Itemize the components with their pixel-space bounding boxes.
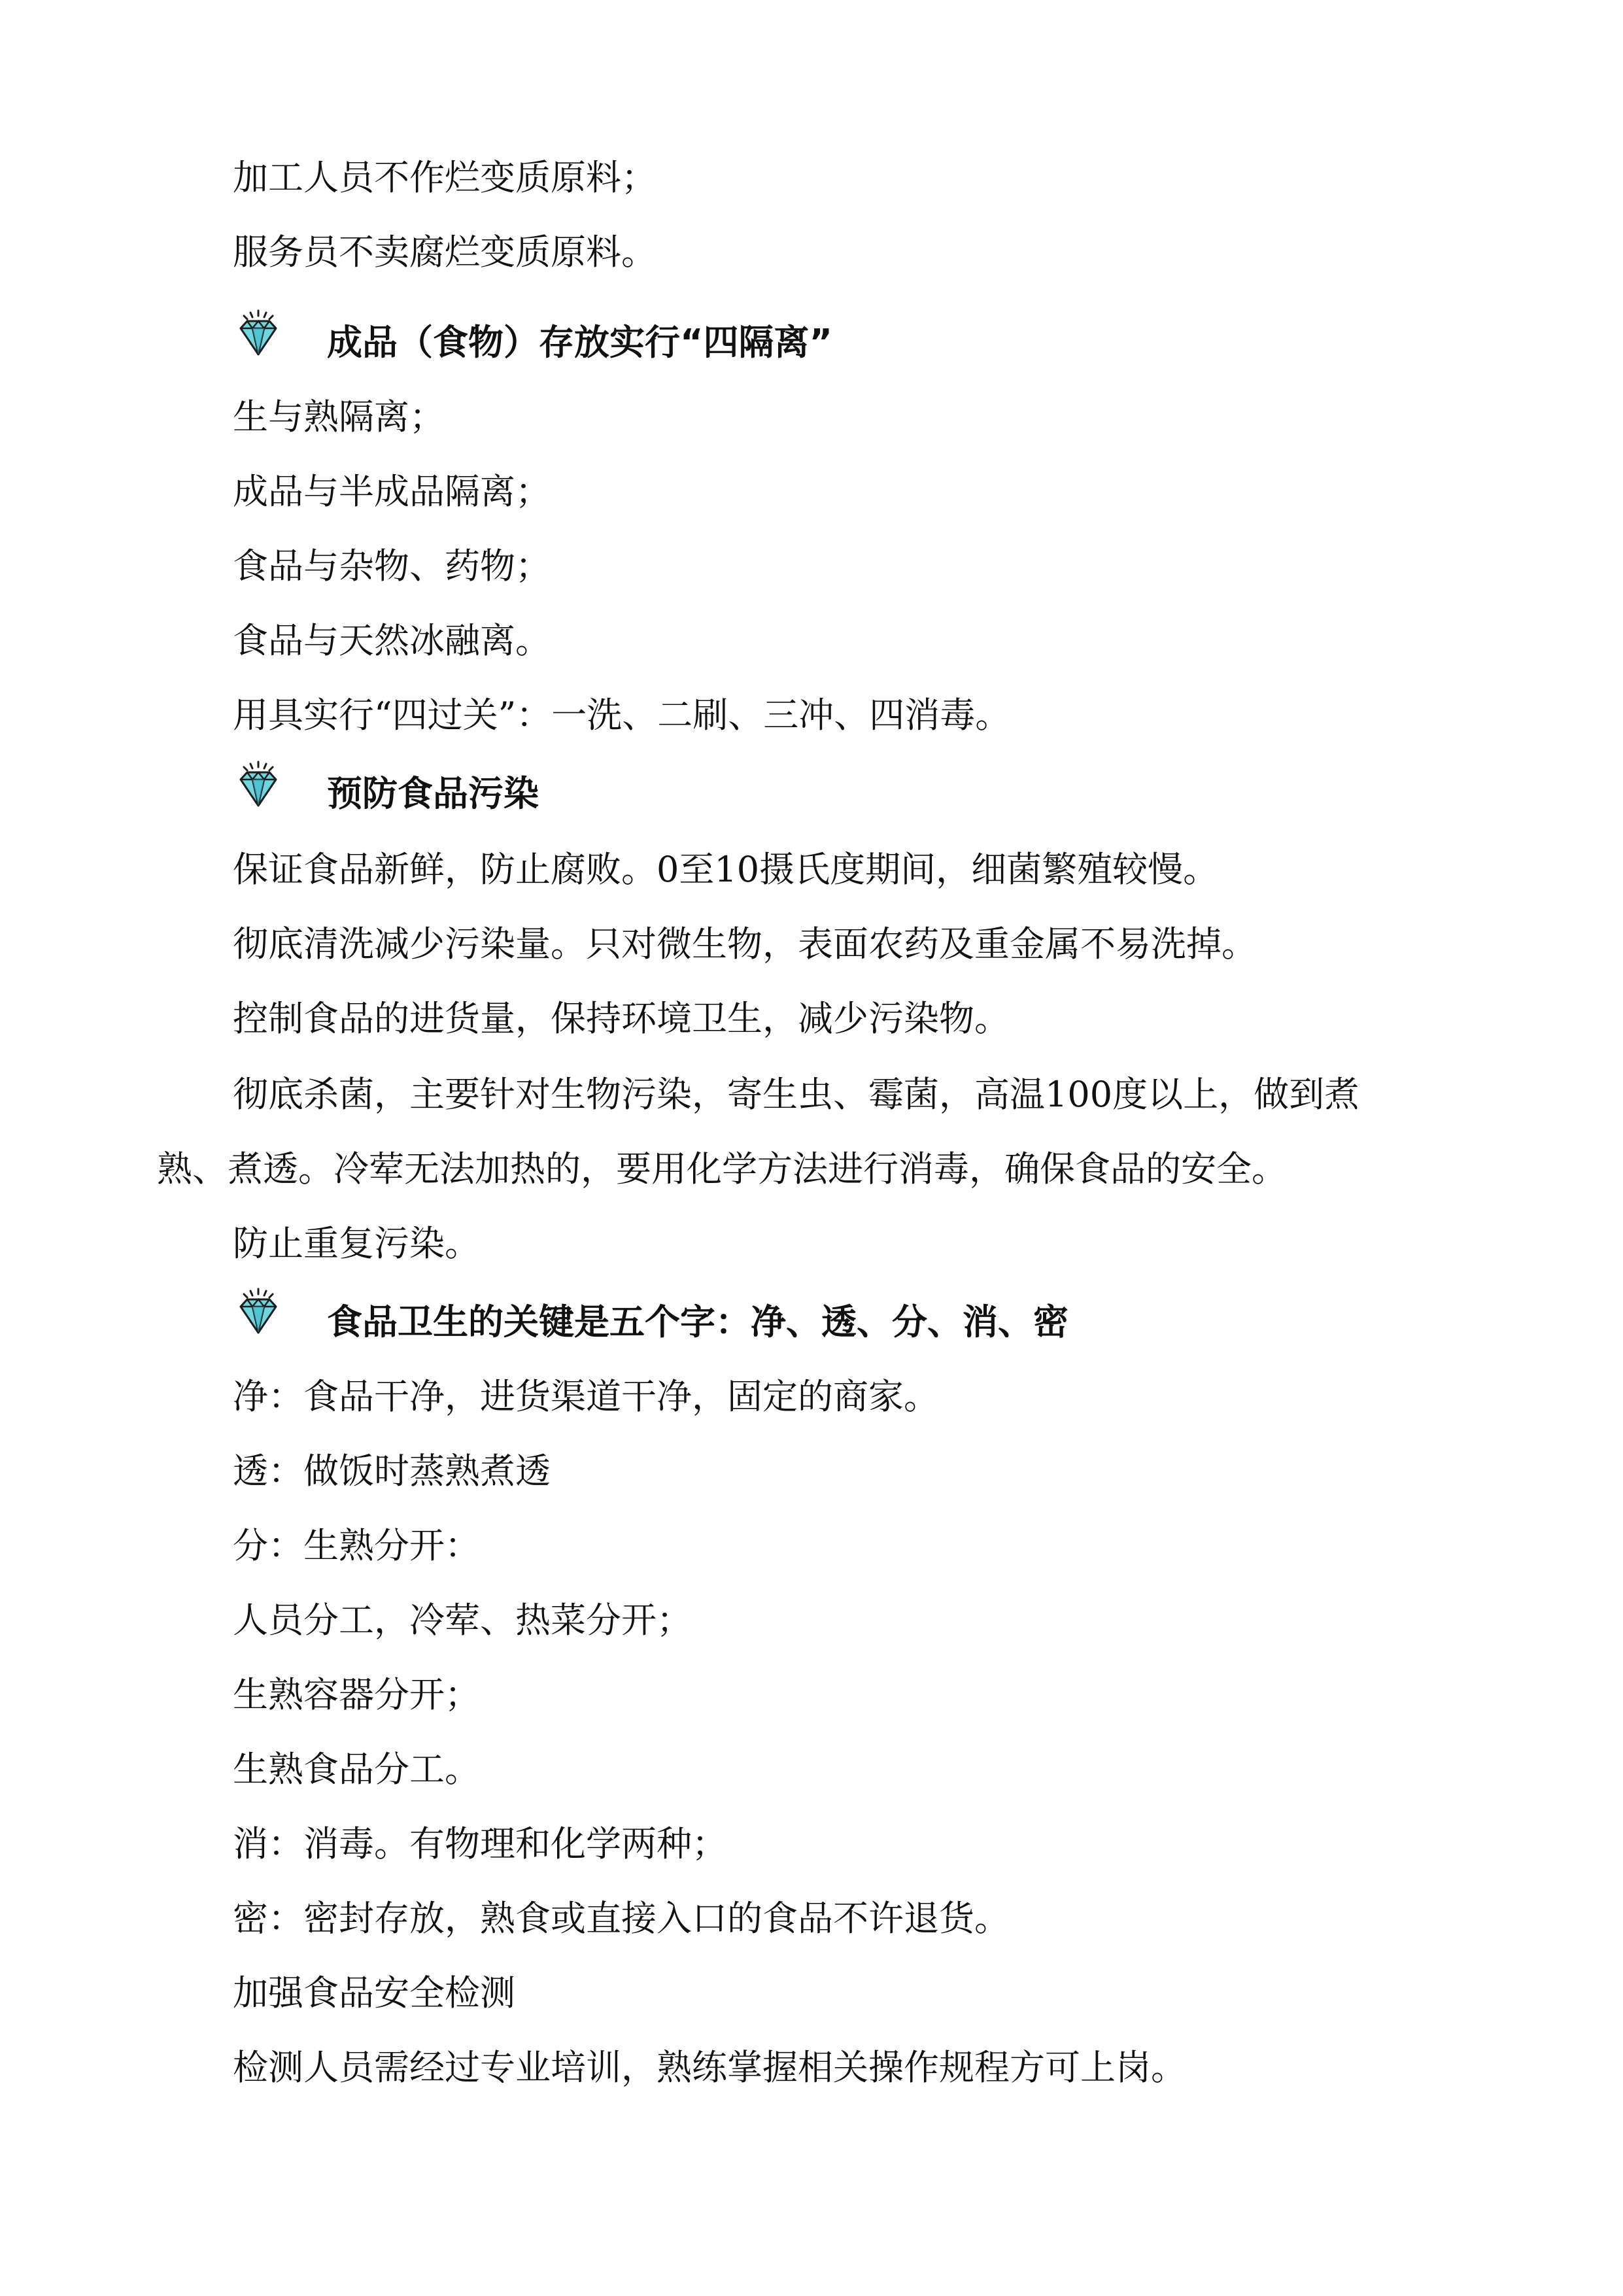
text-line: 用具实行“四过关”：一洗、二刷、三冲、四消毒。: [233, 694, 1011, 736]
text-line: 成品与半成品隔离；: [233, 471, 551, 512]
text-line: 彻底清洗减少污染量。只对微生物，表面农药及重金属不易洗掉。: [233, 923, 1257, 965]
text-line: 消：消毒。有物理和化学两种；: [233, 1823, 727, 1864]
text-line: 生熟容器分开；: [233, 1674, 480, 1715]
diamond-bullet-icon: [233, 760, 284, 808]
text-line: 控制食品的进货量，保持环境卫生，减少污染物。: [233, 998, 1010, 1039]
text-line: 密：密封存放，熟食或直接入口的食品不许退货。: [233, 1898, 1010, 1939]
text-line: 生熟食品分工。: [233, 1749, 480, 1790]
text-line: 检测人员需经过专业培训，熟练掌握相关操作规程方可上岗。: [233, 2047, 1186, 2088]
text-line: 加强食品安全检测: [233, 1972, 515, 2013]
section-heading: 预防食品污染: [327, 773, 539, 814]
section-heading: 食品卫生的关键是五个字：净、透、分、消、密: [327, 1301, 1068, 1343]
text-line: 分：生熟分开：: [233, 1525, 480, 1566]
diamond-bullet-icon: [233, 309, 284, 357]
text-line: 防止重复污染。: [233, 1223, 480, 1264]
text-line: 食品与杂物、药物；: [233, 545, 551, 587]
text-line: 人员分工，冷荤、热菜分开；: [233, 1600, 692, 1641]
text-line: 加工人员不作烂变质原料；: [233, 157, 657, 198]
text-line: 保证食品新鲜，防止腐败。0至10摄氏度期间，细菌繁殖较慢。: [233, 849, 1219, 890]
text-line: 透：做饭时蒸熟煮透: [233, 1450, 551, 1492]
section-heading: 成品（食物）存放实行“四隔离”: [327, 322, 832, 363]
text-line: 净：食品干净，进货渠道干净，固定的商家。: [233, 1376, 939, 1417]
text-line: 生与熟隔离；: [233, 396, 445, 437]
text-line: 彻底杀菌，主要针对生物污染，寄生虫、霉菌，高温100度以上，做到煮: [233, 1074, 1360, 1115]
text-line: 服务员不卖腐烂变质原料。: [233, 231, 657, 273]
diamond-bullet-icon: [233, 1287, 284, 1335]
text-line: 熟、煮透。冷荤无法加热的，要用化学方法进行消毒，确保食品的安全。: [157, 1148, 1287, 1190]
text-line: 食品与天然冰融离。: [233, 620, 551, 661]
